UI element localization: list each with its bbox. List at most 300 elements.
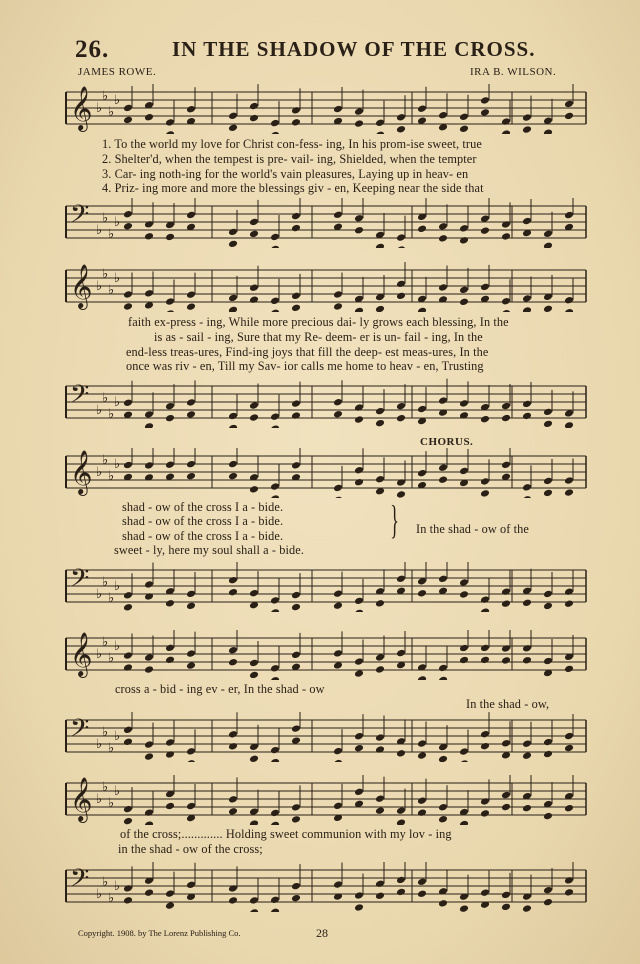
- note-head: [438, 575, 448, 584]
- note-head: [480, 607, 490, 612]
- verse-line: 4. Priz- ing more and more the blessings giv - en, Keeping near the side that: [102, 181, 484, 195]
- note-head: [144, 461, 154, 470]
- flat-icon: ♭: [96, 101, 103, 116]
- note-head: [564, 112, 574, 121]
- note-head: [249, 671, 259, 680]
- note-head: [564, 665, 574, 674]
- note-head: [480, 595, 490, 604]
- note-head: [396, 233, 406, 242]
- note-head: [480, 644, 490, 653]
- note-head: [501, 599, 511, 608]
- note-head: [144, 113, 154, 122]
- note-head: [186, 410, 196, 419]
- note-head: [480, 656, 490, 665]
- note-head: [522, 656, 532, 665]
- note-head: [543, 489, 553, 498]
- note-head: [417, 890, 427, 899]
- note-head: [438, 899, 448, 908]
- note-head: [291, 461, 301, 470]
- note-head: [522, 739, 532, 748]
- flat-icon: ♭: [108, 741, 115, 756]
- bass-clef-icon: 𝄢: [70, 199, 90, 235]
- note-head: [438, 463, 448, 472]
- bass-clef-icon: 𝄢: [70, 713, 90, 749]
- note-head: [459, 644, 469, 653]
- note-head: [354, 903, 364, 912]
- system-4-treble-staff: [62, 630, 590, 680]
- note-head: [354, 107, 364, 116]
- flat-icon: ♭: [108, 651, 115, 666]
- note-head: [228, 124, 238, 133]
- note-head: [522, 495, 532, 498]
- note-head: [501, 297, 511, 306]
- note-head: [249, 102, 259, 111]
- verse-line: sweet - ly, here my soul shall a - bide.: [114, 543, 304, 557]
- note-head: [396, 292, 406, 301]
- note-head: [123, 805, 133, 814]
- note-head: [417, 739, 427, 748]
- note-head: [123, 104, 133, 113]
- note-head: [543, 750, 553, 759]
- flat-icon: ♭: [96, 279, 103, 294]
- note-head: [396, 125, 406, 134]
- note-head: [480, 888, 490, 897]
- note-head: [354, 478, 364, 487]
- note-head: [186, 661, 196, 670]
- note-head: [396, 478, 406, 487]
- hymn-number: 26.: [75, 36, 110, 63]
- note-head: [396, 280, 406, 289]
- note-head: [144, 888, 154, 897]
- note-head: [459, 236, 469, 245]
- note-head: [375, 665, 385, 674]
- note-head: [123, 302, 133, 311]
- note-head: [480, 809, 490, 818]
- note-head: [543, 305, 553, 312]
- bass-clef-icon: 𝄢: [70, 563, 90, 599]
- note-head: [123, 461, 133, 470]
- note-head: [186, 802, 196, 811]
- note-head: [123, 738, 133, 747]
- note-head: [480, 415, 490, 424]
- note-head: [501, 587, 511, 596]
- note-head: [228, 896, 238, 905]
- flat-icon: ♭: [114, 784, 121, 799]
- note-head: [417, 751, 427, 760]
- note-head: [123, 116, 133, 125]
- note-head: [501, 129, 511, 134]
- note-head: [186, 747, 196, 756]
- note-head: [501, 903, 511, 912]
- note-head: [270, 233, 280, 242]
- note-head: [564, 587, 574, 596]
- note-head: [438, 755, 448, 762]
- verse-line: shad - ow of the cross I a - bide.: [122, 514, 284, 528]
- flat-icon: ♭: [96, 647, 103, 662]
- note-head: [333, 747, 343, 756]
- note-head: [564, 744, 574, 753]
- note-head: [144, 592, 154, 601]
- flat-icon: ♭: [108, 796, 115, 811]
- note-head: [123, 603, 133, 612]
- note-head: [354, 891, 364, 900]
- flat-icon: ♭: [108, 407, 115, 422]
- note-head: [270, 245, 280, 248]
- lyric-line: In the shad - ow,: [466, 697, 550, 711]
- note-head: [144, 220, 154, 229]
- note-head: [522, 113, 532, 122]
- treble-clef-icon: 𝄞: [70, 263, 93, 308]
- flat-icon: ♭: [102, 875, 109, 890]
- flat-icon: ♭: [102, 725, 109, 740]
- note-head: [333, 496, 343, 498]
- note-head: [333, 302, 343, 311]
- flat-icon: ♭: [96, 887, 103, 902]
- note-head: [249, 485, 259, 494]
- note-head: [522, 904, 532, 912]
- note-head: [354, 732, 364, 741]
- flat-icon: ♭: [102, 391, 109, 406]
- flat-icon: ♭: [96, 587, 103, 602]
- treble-clef-icon: 𝄞: [70, 449, 93, 494]
- note-head: [417, 808, 427, 817]
- note-head: [564, 100, 574, 109]
- note-head: [564, 296, 574, 305]
- note-head: [123, 817, 133, 825]
- note-head: [228, 807, 238, 816]
- system-3-bass-staff: [62, 562, 590, 612]
- flat-icon: ♭: [108, 891, 115, 906]
- note-head: [186, 649, 196, 658]
- note-head: [459, 286, 469, 295]
- note-head: [459, 747, 469, 756]
- note-head: [123, 210, 133, 219]
- note-head: [459, 125, 469, 134]
- system-1-bass-staff: [62, 198, 590, 248]
- note-head: [228, 658, 238, 667]
- note-head: [375, 243, 385, 248]
- note-head: [165, 599, 175, 608]
- note-head: [564, 888, 574, 897]
- flat-icon: ♭: [102, 267, 109, 282]
- note-head: [249, 413, 259, 422]
- bass-clef-icon: 𝄢: [70, 379, 90, 415]
- note-head: [333, 398, 343, 407]
- note-head: [417, 675, 427, 680]
- note-head: [522, 751, 532, 760]
- note-head: [480, 108, 490, 117]
- note-head: [270, 424, 280, 428]
- chorus-label: CHORUS.: [420, 436, 474, 448]
- note-head: [144, 752, 154, 761]
- note-head: [270, 482, 280, 491]
- note-head: [291, 651, 301, 660]
- note-head: [480, 96, 490, 105]
- note-head: [501, 414, 511, 423]
- note-head: [249, 295, 259, 304]
- note-head: [564, 476, 574, 485]
- note-head: [249, 589, 259, 598]
- note-head: [459, 113, 469, 122]
- note-head: [186, 759, 196, 762]
- verse-brace: }: [390, 497, 399, 542]
- note-head: [186, 602, 196, 611]
- note-head: [228, 412, 238, 421]
- note-head: [291, 292, 301, 301]
- note-head: [501, 232, 511, 241]
- note-head: [501, 791, 511, 800]
- flat-icon: ♭: [102, 89, 109, 104]
- page-number: 28: [316, 926, 328, 940]
- note-head: [522, 306, 532, 312]
- note-head: [228, 730, 238, 739]
- note-head: [144, 808, 154, 817]
- note-head: [375, 119, 385, 128]
- note-head: [354, 415, 364, 424]
- note-head: [543, 590, 553, 599]
- flat-icon: ♭: [114, 93, 121, 108]
- note-head: [375, 599, 385, 608]
- note-head: [165, 297, 175, 306]
- note-head: [375, 806, 385, 815]
- note-head: [123, 884, 133, 893]
- note-head: [522, 483, 532, 492]
- note-head: [543, 128, 553, 134]
- note-head: [543, 602, 553, 611]
- note-head: [186, 398, 196, 407]
- note-head: [144, 665, 154, 674]
- note-head: [333, 601, 343, 610]
- note-head: [228, 228, 238, 237]
- verse-line: 1. To the world my love for Christ con-fess- ing, In his prom-ise sweet, true: [102, 137, 482, 151]
- note-head: [144, 653, 154, 662]
- note-head: [165, 309, 175, 312]
- note-head: [522, 804, 532, 813]
- note-head: [186, 290, 196, 299]
- note-head: [165, 414, 175, 423]
- note-head: [501, 739, 511, 748]
- note-head: [396, 113, 406, 122]
- lyric-line: cross a - bid - ing ev - er, In the shad - ow: [115, 682, 325, 696]
- note-head: [501, 402, 511, 411]
- note-head: [165, 402, 175, 411]
- note-head: [417, 405, 427, 414]
- note-head: [543, 657, 553, 666]
- note-head: [186, 105, 196, 114]
- treble-clef-icon: 𝄞: [70, 85, 93, 130]
- note-head: [228, 240, 238, 248]
- note-head: [144, 820, 154, 825]
- note-head: [270, 664, 280, 673]
- system-2-treble-staff: [62, 262, 590, 312]
- note-head: [333, 589, 343, 598]
- note-head: [354, 119, 364, 128]
- note-head: [375, 131, 385, 134]
- lyricist: JAMES ROWE.: [78, 66, 157, 78]
- note-head: [123, 398, 133, 407]
- note-head: [438, 803, 448, 812]
- note-head: [396, 414, 406, 423]
- note-head: [459, 904, 469, 912]
- note-head: [417, 307, 427, 312]
- lyric-line: of the cross;............. Holding sweet communion with my lov - ing: [120, 827, 452, 841]
- note-head: [270, 676, 280, 680]
- note-head: [144, 740, 154, 749]
- note-head: [291, 603, 301, 612]
- note-head: [396, 806, 406, 815]
- note-head: [375, 419, 385, 428]
- note-head: [123, 726, 133, 735]
- note-head: [354, 669, 364, 678]
- note-head: [165, 802, 175, 811]
- note-head: [228, 472, 238, 481]
- note-head: [165, 118, 175, 127]
- note-head: [396, 749, 406, 758]
- note-head: [417, 589, 427, 598]
- note-head: [375, 407, 385, 416]
- note-head: [249, 230, 259, 239]
- flat-icon: ♭: [114, 729, 121, 744]
- note-head: [438, 111, 448, 120]
- note-head: [333, 211, 343, 220]
- hymn-title: IN THE SHADOW OF THE CROSS.: [172, 37, 536, 61]
- note-head: [249, 819, 259, 825]
- flat-icon: ♭: [114, 271, 121, 286]
- note-head: [165, 130, 175, 134]
- note-head: [459, 656, 469, 665]
- note-head: [270, 309, 280, 312]
- note-head: [291, 724, 301, 733]
- note-head: [543, 812, 553, 821]
- note-head: [249, 659, 259, 668]
- note-head: [165, 889, 175, 898]
- note-head: [186, 211, 196, 220]
- note-head: [459, 399, 469, 408]
- note-head: [459, 298, 469, 307]
- note-head: [249, 283, 259, 292]
- note-head: [291, 894, 301, 903]
- note-head: [459, 820, 469, 825]
- note-head: [270, 596, 280, 605]
- bass-clef-icon: 𝄢: [70, 863, 90, 899]
- note-head: [501, 656, 511, 665]
- note-head: [333, 759, 343, 762]
- note-head: [354, 597, 364, 606]
- flat-icon: ♭: [108, 105, 115, 120]
- flat-icon: ♭: [102, 453, 109, 468]
- note-head: [270, 809, 280, 818]
- note-head: [228, 742, 238, 751]
- note-head: [228, 294, 238, 303]
- system-5-treble-staff: [62, 775, 590, 825]
- note-head: [438, 283, 448, 292]
- note-head: [291, 815, 301, 824]
- note-head: [438, 815, 448, 824]
- note-head: [249, 896, 259, 905]
- flat-icon: ♭: [114, 215, 121, 230]
- note-head: [564, 421, 574, 428]
- note-head: [186, 302, 196, 311]
- flat-icon: ♭: [108, 591, 115, 606]
- note-head: [459, 759, 469, 762]
- verse-line: faith ex-press - ing, While more precious dai- ly grows each blessing, In the: [128, 315, 509, 329]
- note-head: [417, 878, 427, 887]
- note-head: [564, 732, 574, 741]
- flat-icon: ♭: [114, 395, 121, 410]
- note-head: [564, 599, 574, 608]
- note-head: [249, 755, 259, 762]
- treble-clef-icon: 𝄞: [70, 631, 93, 676]
- note-head: [270, 131, 280, 134]
- note-head: [375, 892, 385, 901]
- system-1-treble-staff: [62, 84, 590, 134]
- note-head: [543, 886, 553, 895]
- note-head: [144, 580, 154, 589]
- note-head: [417, 104, 427, 113]
- note-head: [396, 818, 406, 825]
- note-head: [459, 467, 469, 476]
- note-head: [186, 881, 196, 890]
- note-head: [564, 876, 574, 885]
- lyric-line: in the shad - ow of the cross;: [118, 842, 263, 856]
- note-head: [165, 738, 175, 747]
- note-head: [291, 304, 301, 312]
- flat-icon: ♭: [114, 579, 121, 594]
- note-head: [123, 896, 133, 905]
- note-head: [186, 460, 196, 469]
- note-head: [228, 646, 238, 655]
- note-head: [123, 663, 133, 672]
- note-head: [480, 283, 490, 292]
- note-head: [543, 420, 553, 428]
- note-head: [165, 233, 175, 242]
- note-head: [333, 649, 343, 658]
- note-head: [165, 750, 175, 759]
- note-head: [291, 803, 301, 812]
- flat-icon: ♭: [96, 223, 103, 238]
- note-head: [270, 746, 280, 755]
- note-head: [438, 396, 448, 405]
- flat-icon: ♭: [114, 879, 121, 894]
- note-head: [396, 402, 406, 411]
- note-head: [228, 588, 238, 597]
- note-head: [270, 412, 280, 421]
- chorus-refrain: In the shad - ow of the: [416, 522, 529, 536]
- note-head: [291, 591, 301, 600]
- note-head: [564, 211, 574, 220]
- system-4-bass-staff: [62, 712, 590, 762]
- note-head: [186, 472, 196, 481]
- flat-icon: ♭: [108, 469, 115, 484]
- flat-icon: ♭: [102, 780, 109, 795]
- note-head: [522, 294, 532, 303]
- note-head: [333, 105, 343, 114]
- flat-icon: ♭: [96, 465, 103, 480]
- note-head: [375, 880, 385, 889]
- note-head: [522, 217, 532, 226]
- verse-line: shad - ow of the cross I a - bide.: [122, 529, 284, 543]
- flat-icon: ♭: [108, 227, 115, 242]
- note-head: [438, 222, 448, 231]
- note-head: [396, 575, 406, 584]
- flat-icon: ♭: [96, 792, 103, 807]
- note-head: [564, 488, 574, 497]
- note-head: [333, 290, 343, 299]
- note-head: [480, 477, 490, 486]
- note-head: [165, 460, 175, 469]
- note-head: [564, 804, 574, 813]
- note-head: [501, 309, 511, 312]
